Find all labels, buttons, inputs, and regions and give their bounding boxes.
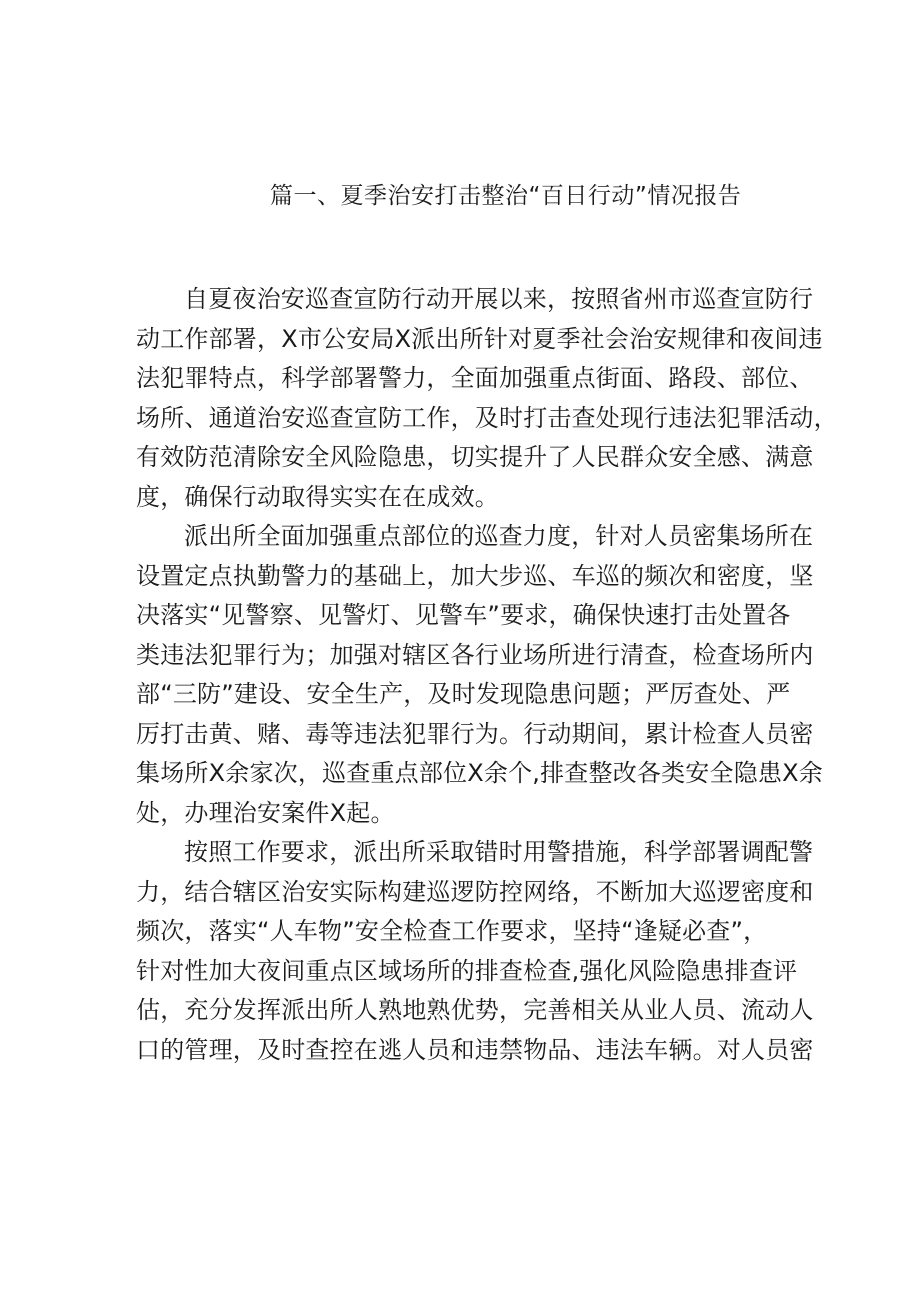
text-line: 场所、通道治安巡查宣防工作，及时打击查处现行违法犯罪活动， bbox=[136, 403, 838, 432]
text-line: 自夏夜治安巡查宣防行动开展以来，按照省州市巡查宣防行 bbox=[184, 285, 814, 313]
text-line: 估，充分发挥派出所人熟地熟优势，完善相关从业人员、流动人 bbox=[136, 996, 814, 1024]
paragraph bbox=[136, 833, 816, 1070]
text-line: 力，结合辖区治安实际构建巡逻防控网络，不断加大巡逻密度和 bbox=[136, 877, 814, 906]
paragraph bbox=[136, 517, 823, 833]
text-line: 度，确保行动取得实实在在成效。 bbox=[136, 482, 499, 511]
text-line: 派出所全面加强重点部位的巡查力度，针对人员密集场所在 bbox=[184, 522, 814, 550]
text-line: 针对性加大夜间重点区域场所的排查检查,强化风险隐患排查评 bbox=[136, 956, 798, 985]
document-body bbox=[136, 280, 838, 1070]
text-line: 设置定点执勤警力的基础上，加大步巡、车巡的频次和密度，坚 bbox=[136, 561, 814, 590]
text-line: 决落实“见警察、见警灯、见警车”要求，确保快速打击处置各 bbox=[136, 601, 791, 629]
text-line: 处，办理治安案件X起。 bbox=[136, 798, 395, 827]
paragraph bbox=[136, 280, 838, 517]
text-line: 有效防范清除安全风险隐患，切实提升了人民群众安全感、满意 bbox=[136, 443, 814, 471]
text-line: 法犯罪特点，科学部署警力，全面加强重点街面、路段、部位、 bbox=[136, 364, 814, 392]
text-line: 频次，落实“人车物”安全检查工作要求，坚持“逢疑必查”， bbox=[136, 917, 768, 945]
text-line: 部“三防”建设、安全生产，及时发现隐患问题；严厉查处、严 bbox=[136, 680, 791, 708]
text-line: 厉打击黄、赌、毒等违法犯罪行为。行动期间，累计检查人员密 bbox=[136, 719, 814, 748]
text-line: 集场所X余家次，巡查重点部位X余个,排查整改各类安全隐患X余 bbox=[136, 759, 823, 787]
text-line: 动工作部署，X市公安局X派出所针对夏季社会治安规律和夜间违 bbox=[136, 324, 823, 353]
text-line: 口的管理，及时查控在逃人员和违禁物品、违法车辆。对人员密 bbox=[136, 1035, 814, 1064]
text-line: 类违法犯罪行为；加强对辖区各行业场所进行清查，检查场所内 bbox=[136, 640, 814, 669]
text-line: 按照工作要求，派出所采取错时用警措施，科学部署调配警 bbox=[184, 838, 814, 866]
document-title: 篇一、夏季治安打击整治“百日行动”情况报告 bbox=[270, 183, 742, 209]
